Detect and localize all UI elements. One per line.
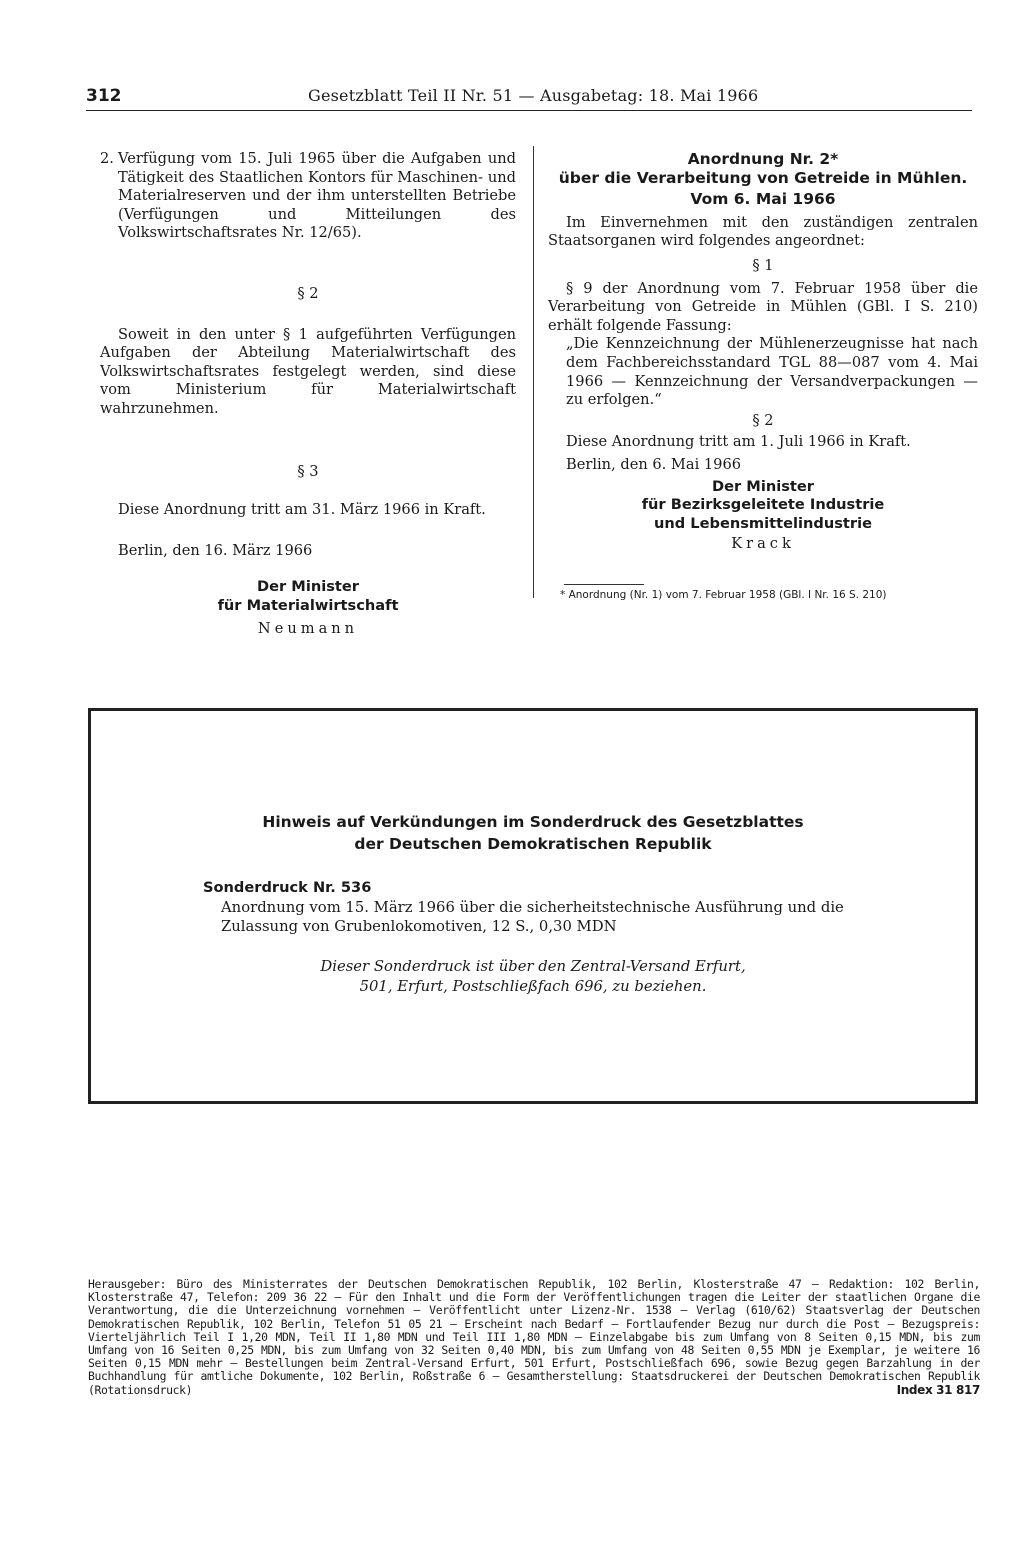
page-number: 312	[86, 86, 122, 106]
running-head: Gesetzblatt Teil II Nr. 51 — Ausgabetag: 18. Mai 1966	[308, 86, 759, 105]
header-rule	[86, 110, 972, 111]
signatory-title: für Bezirksgeleitete Industrie	[641, 496, 885, 514]
imprint-text: Herausgeber: Büro des Ministerrates der Deutschen Demokratischen Republik, 102 Berlin, Klosterstraße 47 — Redaktion: 102 Berlin, Klosterstraße 47, Telefon: 209 36 22 — Für den Inhalt und die Form der Veröffentlichungen tragen die Leiter der staatlichen Organe die Verantwortung, die die Unterzeichnung vornehmen — Veröffentlicht unter Lizenz-Nr. 1538 — Verlag (610/62) Staatsverlag der Deutschen Demokratischen Republik, 102 Berlin, Telefon 51 05 21 — Erscheint nach Bedarf — Fortlaufender Bezug nur durch die Post — Bezugspreis: Vierteljährlich Teil I 1,20 MDN, Teil II 1,80 MDN und Teil III 1,80 MDN — Einzelabgabe bis zum Umfang von 8 Seiten 0,15 MDN, bis zum Umfang von 16 Seiten 0,25 MDN, bis zum Umfang von 32 Seiten 0,40 MDN, bis zum Umfang von 48 Seiten 0,55 MDN je Exemplar, je weitere 16 Seiten 0,15 MDN mehr — Bestellungen beim Zentral-Versand Erfurt, 501 Erfurt, Postschließfach 696, sowie Bezug gegen Barzahlung in der Buchhandlung für amtliche Dokumente, 102 Berlin, Roßstraße 6 — Gesamtherstellung: Staatsdruckerei der Deutschen Demokratischen Republik (Rotationsdruck)	[88, 1277, 980, 1397]
signatory-title: Der Minister	[257, 578, 359, 596]
place-date: Berlin, den 6. Mai 1966	[566, 455, 742, 473]
signatory-name: Neumann	[257, 619, 359, 637]
index-number: Index 31 817	[896, 1382, 980, 1397]
section-heading: § 3	[297, 462, 319, 480]
right-column	[548, 150, 978, 554]
place-date: Berlin, den 16. März 1966	[118, 541, 313, 559]
list-item	[100, 150, 516, 243]
footnote-rule	[564, 584, 644, 585]
section-heading: § 1	[752, 256, 774, 274]
left-column	[100, 150, 516, 638]
page-header	[86, 86, 986, 116]
notice-note	[91, 957, 975, 997]
ordinance-date: Vom 6. Mai 1966	[690, 190, 836, 209]
item-number: 2.	[100, 150, 114, 167]
notice-title	[91, 811, 975, 855]
item-text: Verfügung vom 15. Juli 1965 über die Aufgaben und Tätigkeit des Staatlichen Kontors für Maschinen- und Materialreserven und der ihm unterstellten Betriebe (Verfügungen und Mitteilungen des Volkswirtschaftsrates Nr. 12/65).	[118, 150, 516, 242]
signatory-title: für Materialwirtschaft	[217, 596, 399, 614]
ordinance-subtitle: über die Verarbeitung von Getreide in Mühlen.	[558, 168, 968, 187]
section-heading: § 2	[297, 284, 319, 302]
section-text: Soweit in den unter § 1 aufgeführten Verfügungen Aufgaben der Abteilung Materialwirtschaft des Volkswirtschaftsrates festgelegt werden, sind diese vom Ministerium für Materialwirtschaft wahrzunehmen.	[100, 325, 516, 417]
ordinance-title: Anordnung Nr. 2*	[687, 150, 839, 168]
column-divider	[533, 146, 534, 598]
signatory-title: und Lebensmittelindustrie	[654, 514, 872, 532]
section-text: § 9 der Anordnung vom 7. Februar 1958 über die Verarbeitung von Getreide in Mühlen (GBl. I S. 210) erhält folgende Fassung:	[548, 279, 978, 334]
notice-subheading: Sonderdruck Nr. 536	[203, 879, 372, 896]
notice-note-line: 501, Erfurt, Postschließfach 696, zu beziehen.	[359, 978, 707, 995]
notice-title-line: der Deutschen Demokratischen Republik	[354, 835, 712, 853]
section-heading: § 2	[752, 411, 774, 429]
notice-box	[88, 708, 978, 1104]
notice-title-line: Hinweis auf Verkündungen im Sonderdruck des Gesetzblattes	[262, 813, 804, 831]
notice-body: Anordnung vom 15. März 1966 über die sicherheitstechnische Ausführung und die Zulassung von Grubenlokomotiven, 12 S., 0,30 MDN	[221, 899, 844, 935]
signatory-title: Der Minister	[712, 477, 814, 495]
signatory-name: Krack	[731, 535, 795, 553]
footnote: * Anordnung (Nr. 1) vom 7. Februar 1958 (GBl. I Nr. 16 S. 210)	[560, 589, 887, 601]
notice-note-line: Dieser Sonderdruck ist über den Zentral-Versand Erfurt,	[320, 958, 746, 975]
imprint	[88, 1278, 980, 1397]
intro-text: Im Einvernehmen mit den zuständigen zentralen Staatsorganen wird folgendes angeordnet:	[548, 213, 978, 250]
quote-text: „Die Kennzeichnung der Mühlenerzeugnisse hat nach dem Fachbereichsstandard TGL 88—087 vom 4. Mai 1966 — Kennzeichnung der Versandverpackungen — zu erfolgen.“	[566, 335, 978, 409]
section-text: Diese Anordnung tritt am 31. März 1966 in Kraft.	[118, 501, 486, 519]
section-text: Diese Anordnung tritt am 1. Juli 1966 in Kraft.	[566, 433, 911, 451]
